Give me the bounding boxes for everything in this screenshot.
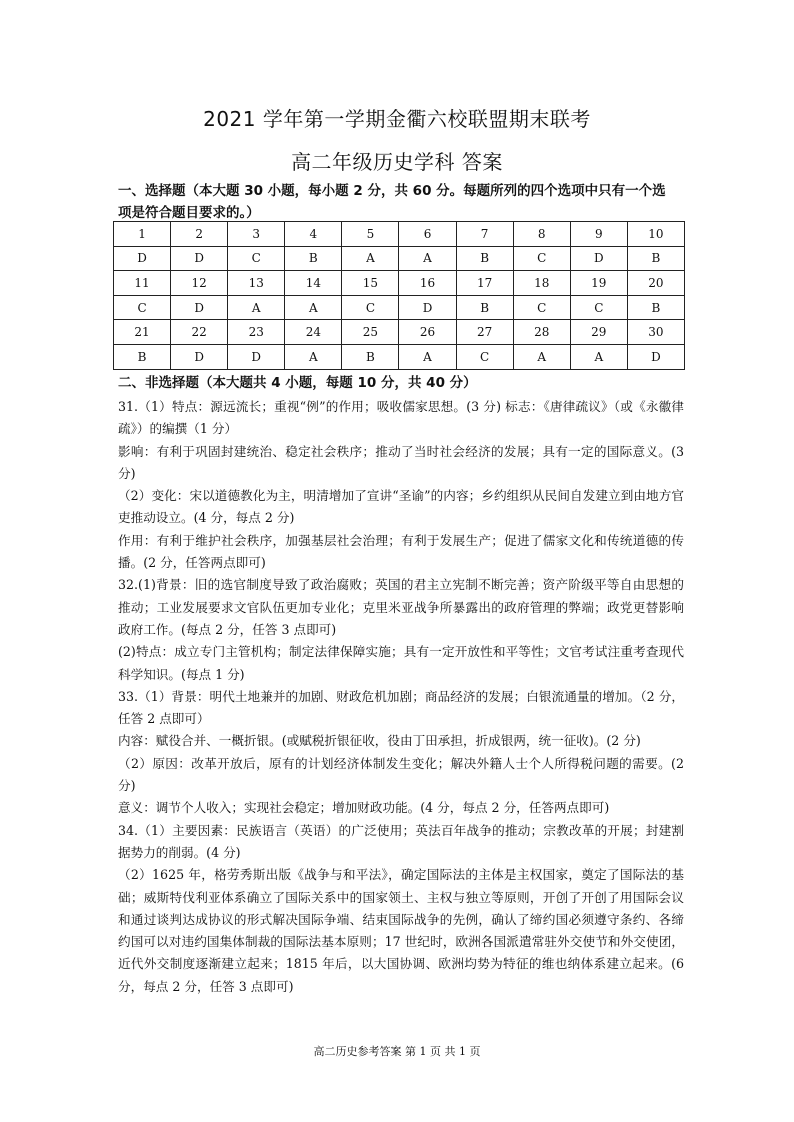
answer-cell: C bbox=[456, 344, 513, 369]
answer-cell: B bbox=[342, 344, 399, 369]
section1-heading: 一、选择题（本大题 30 小题，每小题 2 分，共 60 分。每题所列的四个选项中只有一个选项是符合题目要求的。） bbox=[118, 183, 666, 221]
answer-paragraph: （2）变化：宋以道德教化为主，明清增加了宣讲“圣谕”的内容；乡约组织从民间自发建立到由地方官吏推动设立。(4 分，每点 2 分) bbox=[118, 488, 684, 526]
answer-cell: B bbox=[627, 246, 684, 271]
question-number-row bbox=[114, 320, 685, 345]
answer-cell: A bbox=[513, 344, 570, 369]
question-number-cell: 16 bbox=[399, 271, 456, 296]
answer-paragraph: 32.(1)背景：旧的选官制度导致了政治腐败；英国的君主立宪制不断完善；资产阶级平等自由思想的推动；工业发展要求文官队伍更加专业化；克里米亚战争所暴露出的政府管理的弊端；政党更替影响政府工作。(每点 2 分，任答 3 点即可) bbox=[118, 577, 684, 637]
answer-paragraph: （2）原因：改革开放后，原有的计划经济体制发生变化；解决外籍人士个人所得税问题的需要。(2 分) bbox=[118, 755, 684, 794]
question-number-cell: 27 bbox=[456, 320, 513, 345]
answer-paragraph: 31.（1）特点：源远流长；重视“例”的作用；吸收儒家思想。(3 分) 标志：《唐律疏议》（或《永徽律疏》）的编撰（1 分） bbox=[118, 399, 684, 437]
question-number-cell: 20 bbox=[627, 271, 684, 296]
answer-cell: A bbox=[228, 295, 285, 320]
answer-paragraph: (2)特点：成立专门主管机构；制定法律保障实施；具有一定开放性和平等性；文官考试注重考查现代科学知识。(每点 1 分) bbox=[118, 644, 684, 682]
answer-cell: A bbox=[285, 295, 342, 320]
question-number-cell: 29 bbox=[570, 320, 627, 345]
answer-cell: C bbox=[513, 246, 570, 271]
answer-cell: B bbox=[456, 295, 513, 320]
section2-heading: 二、非选择题（本大题共 4 小题，每题 10 分，共 40 分） bbox=[118, 375, 477, 391]
question-number-cell: 15 bbox=[342, 271, 399, 296]
answer-cell: A bbox=[342, 246, 399, 271]
question-number-cell: 23 bbox=[228, 320, 285, 345]
question-number-cell: 14 bbox=[285, 271, 342, 296]
question-number-cell: 28 bbox=[513, 320, 570, 345]
answer-cell: C bbox=[228, 246, 285, 271]
answer-paragraph: 内容：赋役合并、一概折银。(或赋税折银征收，役由丁田承担，折成银两，统一征收)。(2 分) bbox=[118, 733, 641, 749]
question-number-cell: 22 bbox=[171, 320, 228, 345]
page-subtitle: 高二年级历史学科 答案 bbox=[291, 150, 503, 174]
answer-cell: D bbox=[228, 344, 285, 369]
question-number-cell: 25 bbox=[342, 320, 399, 345]
question-number-row bbox=[114, 271, 685, 296]
answer-cell: A bbox=[399, 246, 456, 271]
answer-cell: D bbox=[171, 246, 228, 271]
answer-cell: C bbox=[114, 295, 171, 320]
answer-paragraph: 影响：有利于巩固封建统治、稳定社会秩序；推动了当时社会经济的发展；具有一定的国际意义。(3分) bbox=[118, 443, 684, 481]
question-number-cell: 10 bbox=[627, 222, 684, 247]
answer-cell: D bbox=[114, 246, 171, 271]
answer-cell: C bbox=[513, 295, 570, 320]
answer-cell: B bbox=[627, 295, 684, 320]
page-title: 2021 学年第一学期金衢六校联盟期末联考 bbox=[203, 107, 591, 131]
question-number-cell: 11 bbox=[114, 271, 171, 296]
question-number-cell: 18 bbox=[513, 271, 570, 296]
question-number-cell: 4 bbox=[285, 222, 342, 247]
question-number-cell: 2 bbox=[171, 222, 228, 247]
answer-paragraph: 作用：有利于维护社会秩序，加强基层社会治理；有利于发展生产；促进了儒家文化和传统道德的传播。(2 分，任答两点即可) bbox=[118, 532, 684, 571]
answer-cell: C bbox=[570, 295, 627, 320]
question-number-cell: 21 bbox=[114, 320, 171, 345]
question-number-cell: 6 bbox=[399, 222, 456, 247]
answer-paragraph: 34.（1）主要因素：民族语言（英语）的广泛使用；英法百年战争的推动；宗教改革的开展；封建割据势力的削弱。(4 分) bbox=[118, 822, 684, 860]
answer-cell: B bbox=[114, 344, 171, 369]
question-number-cell: 19 bbox=[570, 271, 627, 296]
question-number-cell: 9 bbox=[570, 222, 627, 247]
answer-row bbox=[114, 295, 685, 320]
answer-paragraph: 意义：调节个人收入；实现社会稳定；增加财政功能。(4 分，每点 2 分，任答两点即可) bbox=[118, 800, 610, 816]
answer-paragraph: （2）1625 年，格劳秀斯出版《战争与和平法》，确定国际法的主体是主权国家，奠定了国际法的基础；威斯特伐利亚体系确立了国际关系中的国家领土、主权与独立等原则，开创了开创了用国际会议和通过谈判达成协议的形式解决国际争端、结束国际战争的先例，确认了缔约国必须遵守条约、各缔约国可以对违约国集体制裁的国际法基本原则；17 世纪时，欧洲各国派遣常驻外交使节和外交使团，近代外交制度逐渐建立起来；1815 年后，以大国协调、欧洲均势为特征的维也纳体系建立起来。(6 分，每点 2 分，任答 3 点即可) bbox=[118, 867, 684, 994]
answer-row bbox=[114, 344, 685, 369]
answer-cell: D bbox=[171, 344, 228, 369]
answer-cell: D bbox=[171, 295, 228, 320]
answer-body bbox=[118, 396, 684, 998]
answer-cell: B bbox=[456, 246, 513, 271]
question-number-cell: 26 bbox=[399, 320, 456, 345]
answer-paragraph: 33.（1）背景：明代土地兼并的加剧、财政危机加剧；商品经济的发展；白银流通量的增加。（2 分，任答 2 点即可） bbox=[118, 688, 684, 727]
question-number-cell: 1 bbox=[114, 222, 171, 247]
question-number-row bbox=[114, 222, 685, 247]
answer-cell: A bbox=[570, 344, 627, 369]
answer-table bbox=[113, 221, 685, 370]
answer-cell: D bbox=[399, 295, 456, 320]
answer-cell: A bbox=[285, 344, 342, 369]
question-number-cell: 5 bbox=[342, 222, 399, 247]
question-number-cell: 3 bbox=[228, 222, 285, 247]
answer-cell: C bbox=[342, 295, 399, 320]
answer-cell: A bbox=[399, 344, 456, 369]
page-footer: 高二历史参考答案 第 1 页 共 1 页 bbox=[313, 1045, 481, 1058]
answer-cell: D bbox=[627, 344, 684, 369]
question-number-cell: 13 bbox=[228, 271, 285, 296]
answer-cell: B bbox=[285, 246, 342, 271]
answer-row bbox=[114, 246, 685, 271]
question-number-cell: 24 bbox=[285, 320, 342, 345]
question-number-cell: 30 bbox=[627, 320, 684, 345]
question-number-cell: 8 bbox=[513, 222, 570, 247]
question-number-cell: 17 bbox=[456, 271, 513, 296]
answer-cell: D bbox=[570, 246, 627, 271]
question-number-cell: 7 bbox=[456, 222, 513, 247]
question-number-cell: 12 bbox=[171, 271, 228, 296]
